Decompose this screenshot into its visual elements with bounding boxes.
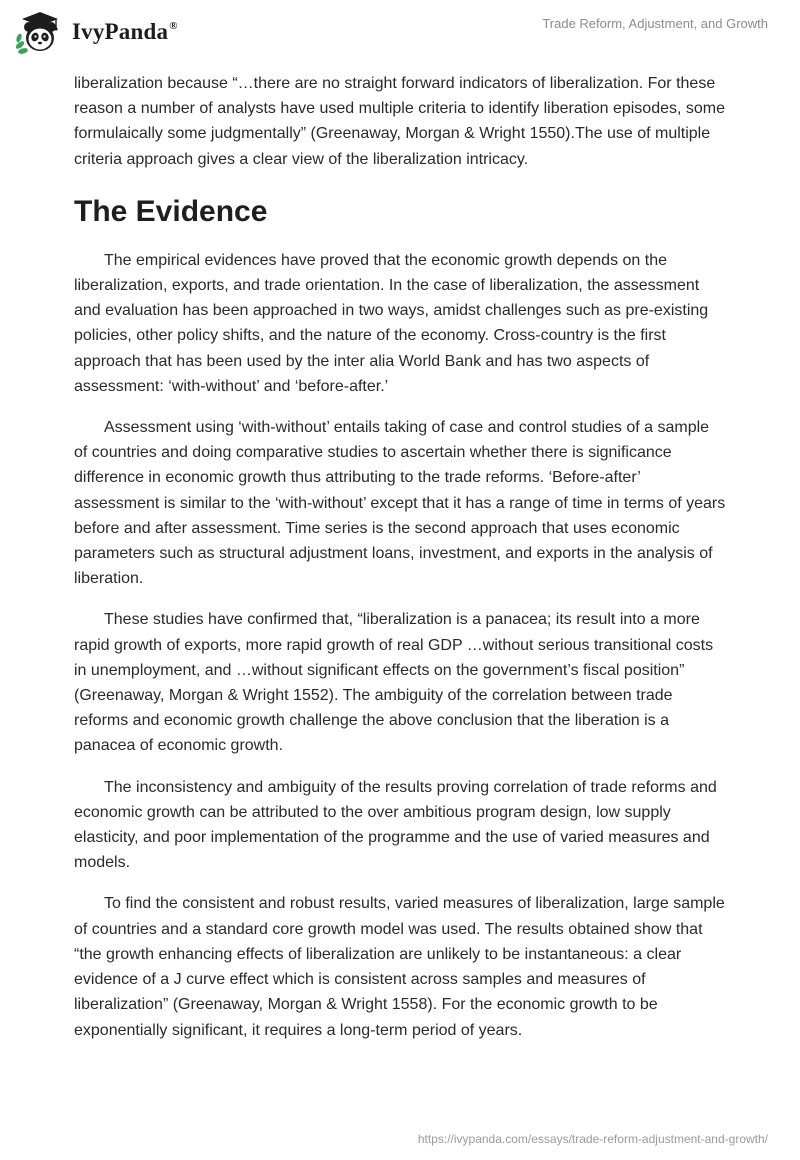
section-heading: The Evidence: [74, 194, 268, 228]
panda-graduate-icon: [14, 8, 64, 56]
intro-paragraph: liberalization because “…there are no straight forward indicators of liberalization. For these reason a number of analysts have used multiple criteria to identify liberation episodes, some formulaically some judgmentally” (Greenaway, Morgan & Wright 1550).The use of multiple criteria approach gives a clear view of the liberalization intricacy.: [74, 75, 726, 168]
source-url-link[interactable]: https://ivypanda.com/essays/trade-reform-adjustment-and-growth/: [417, 1132, 768, 1146]
document-title: Trade Reform, Adjustment, and Growth: [542, 16, 768, 31]
essay-content: [74, 71, 726, 1059]
logo-wordmark: IvyPanda: [72, 19, 169, 44]
body-paragraph-2: Assessment using ‘with-without’ entails taking of case and control studies of a sample of countries and doing comparative studies to ascertain whether there is significance difference in economic growth thus attributing to the trade reforms. ‘Before-after’ assessment is similar to the ‘with-without’ except that it has a range of time in terms of years before and after assessment. Time series is the second approach that uses economic parameters such as structural adjustment loans, investment, and exports in the analysis of liberation.: [74, 419, 726, 588]
body-paragraph-1: The empirical evidences have proved that the economic growth depends on the liberalization, exports, and trade orientation. In the case of liberalization, the assessment and evaluation has been approached in two ways, amidst challenges such as pre-existing policies, other policy shifts, and the nature of the economy. Cross-country is the first approach that has been used by the inter alia World Bank and has two aspects of assessment: ‘with-without’ and ‘before-after.’: [74, 251, 709, 395]
body-paragraph-4: The inconsistency and ambiguity of the results proving correlation of trade reforms and economic growth can be attributed to the over ambitious program design, low supply elasticity, and poor implementation of the programme and the use of varied measures and models.: [74, 778, 717, 872]
logo-text: [72, 19, 178, 45]
body-paragraph-3: These studies have confirmed that, “liberalization is a panacea; its result into a more rapid growth of exports, more rapid growth of real GDP …without serious transitional costs in unemployment, and …without significant effects on the government’s fiscal position” (Greenaway, Morgan & Wright 1552). The ambiguity of the correlation between trade reforms and economic growth challenge the above conclusion that the liberation is a panacea of economic growth.: [74, 611, 714, 755]
body-paragraph-5: To find the consistent and robust results, varied measures of liberalization, large sample of countries and a standard core growth model was used. The results obtained show that “the growth enhancing effects of liberalization are unlikely to be instantaneous: a clear evidence of a J curve effect which is consistent across samples and measures of liberalization” (Greenaway, Morgan & Wright 1558). For the economic growth to be exponentially significant, it requires a long-term period of years.: [74, 895, 725, 1039]
page-header: [0, 0, 800, 66]
registered-mark: ®: [169, 20, 178, 32]
ivypanda-logo[interactable]: [14, 8, 178, 56]
